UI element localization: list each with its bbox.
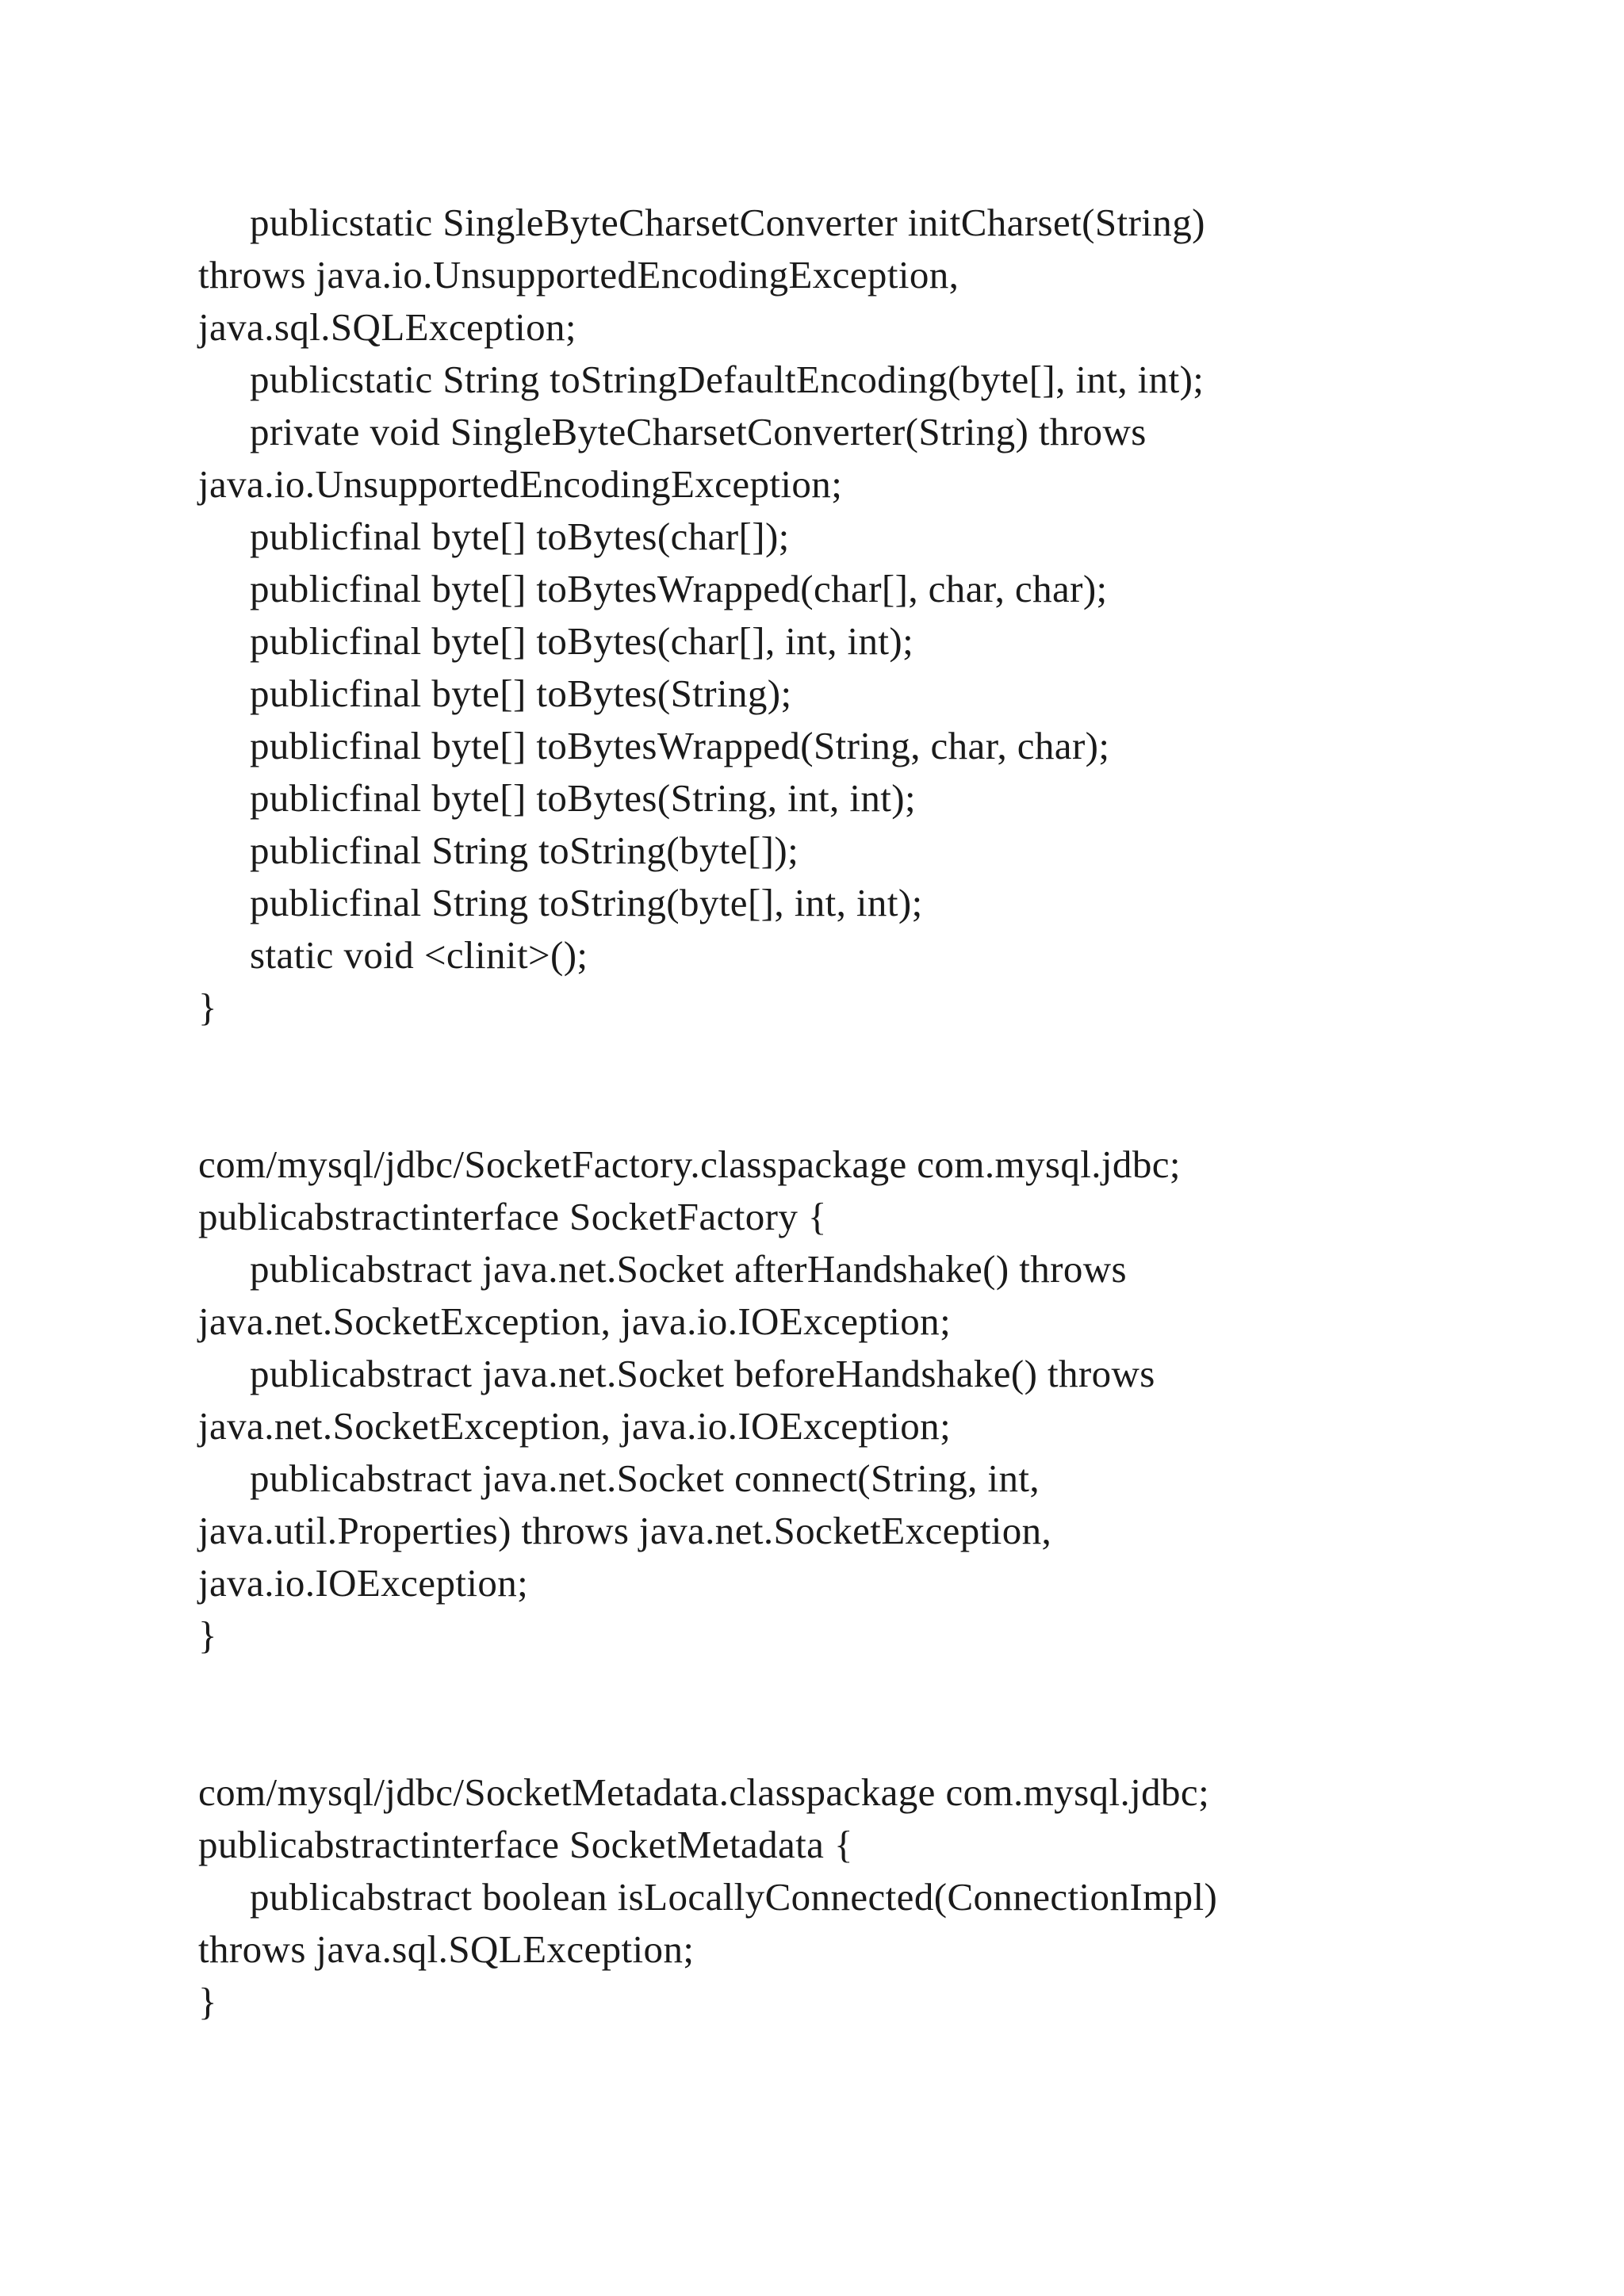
code-line-24: java.util.Properties) throws java.net.SocketException, — [198, 1509, 1052, 1552]
code-line-29: publicabstract boolean isLocallyConnected(ConnectionImpl) — [250, 1875, 1218, 1919]
code-line-18: publicabstractinterface SocketFactory { — [198, 1195, 827, 1238]
code-line-4: publicstatic String toStringDefaultEncoding(byte[], int, int); — [250, 358, 1205, 401]
code-line-10: publicfinal byte[] toBytes(String); — [250, 672, 792, 715]
code-line-7: publicfinal byte[] toBytes(char[]); — [250, 515, 790, 558]
code-line-14: publicfinal String toString(byte[], int, int); — [250, 881, 923, 924]
code-line-6: java.io.UnsupportedEncodingException; — [198, 462, 843, 506]
code-line-30: throws java.sql.SQLException; — [198, 1927, 695, 1971]
code-line-19: publicabstract java.net.Socket afterHandshake() throws — [250, 1247, 1127, 1291]
code-line-11: publicfinal byte[] toBytesWrapped(String, char, char); — [250, 724, 1110, 767]
closing-brace-2: } — [198, 1613, 217, 1657]
code-line-25: java.io.IOException; — [198, 1561, 529, 1605]
code-line-1: publicstatic SingleByteCharsetConverter initCharset(String) — [250, 201, 1205, 244]
code-line-2: throws java.io.UnsupportedEncodingException, — [198, 253, 959, 297]
code-line-17: com/mysql/jdbc/SocketFactory.classpackage com.mysql.jdbc; — [198, 1142, 1181, 1186]
code-line-12: publicfinal byte[] toBytes(String, int, int); — [250, 776, 916, 820]
code-line-28: publicabstractinterface SocketMetadata { — [198, 1823, 853, 1866]
code-line-22: java.net.SocketException, java.io.IOException; — [198, 1404, 952, 1448]
code-line-20: java.net.SocketException, java.io.IOException; — [198, 1299, 952, 1343]
closing-brace-1: } — [198, 985, 217, 1029]
code-line-9: publicfinal byte[] toBytes(char[], int, int); — [250, 619, 914, 663]
code-line-13: publicfinal String toString(byte[]); — [250, 828, 799, 872]
code-line-21: publicabstract java.net.Socket beforeHandshake() throws — [250, 1352, 1155, 1395]
code-line-3: java.sql.SQLException; — [198, 305, 576, 349]
code-line-8: publicfinal byte[] toBytesWrapped(char[], char, char); — [250, 567, 1108, 610]
code-line-15: static void <clinit>(); — [250, 933, 588, 977]
code-line-27: com/mysql/jdbc/SocketMetadata.classpackage com.mysql.jdbc; — [198, 1770, 1210, 1814]
code-line-5: private void SingleByteCharsetConverter(String) throws — [250, 410, 1147, 453]
code-line-23: publicabstract java.net.Socket connect(String, int, — [250, 1456, 1040, 1500]
closing-brace-3: } — [198, 1980, 217, 2023]
